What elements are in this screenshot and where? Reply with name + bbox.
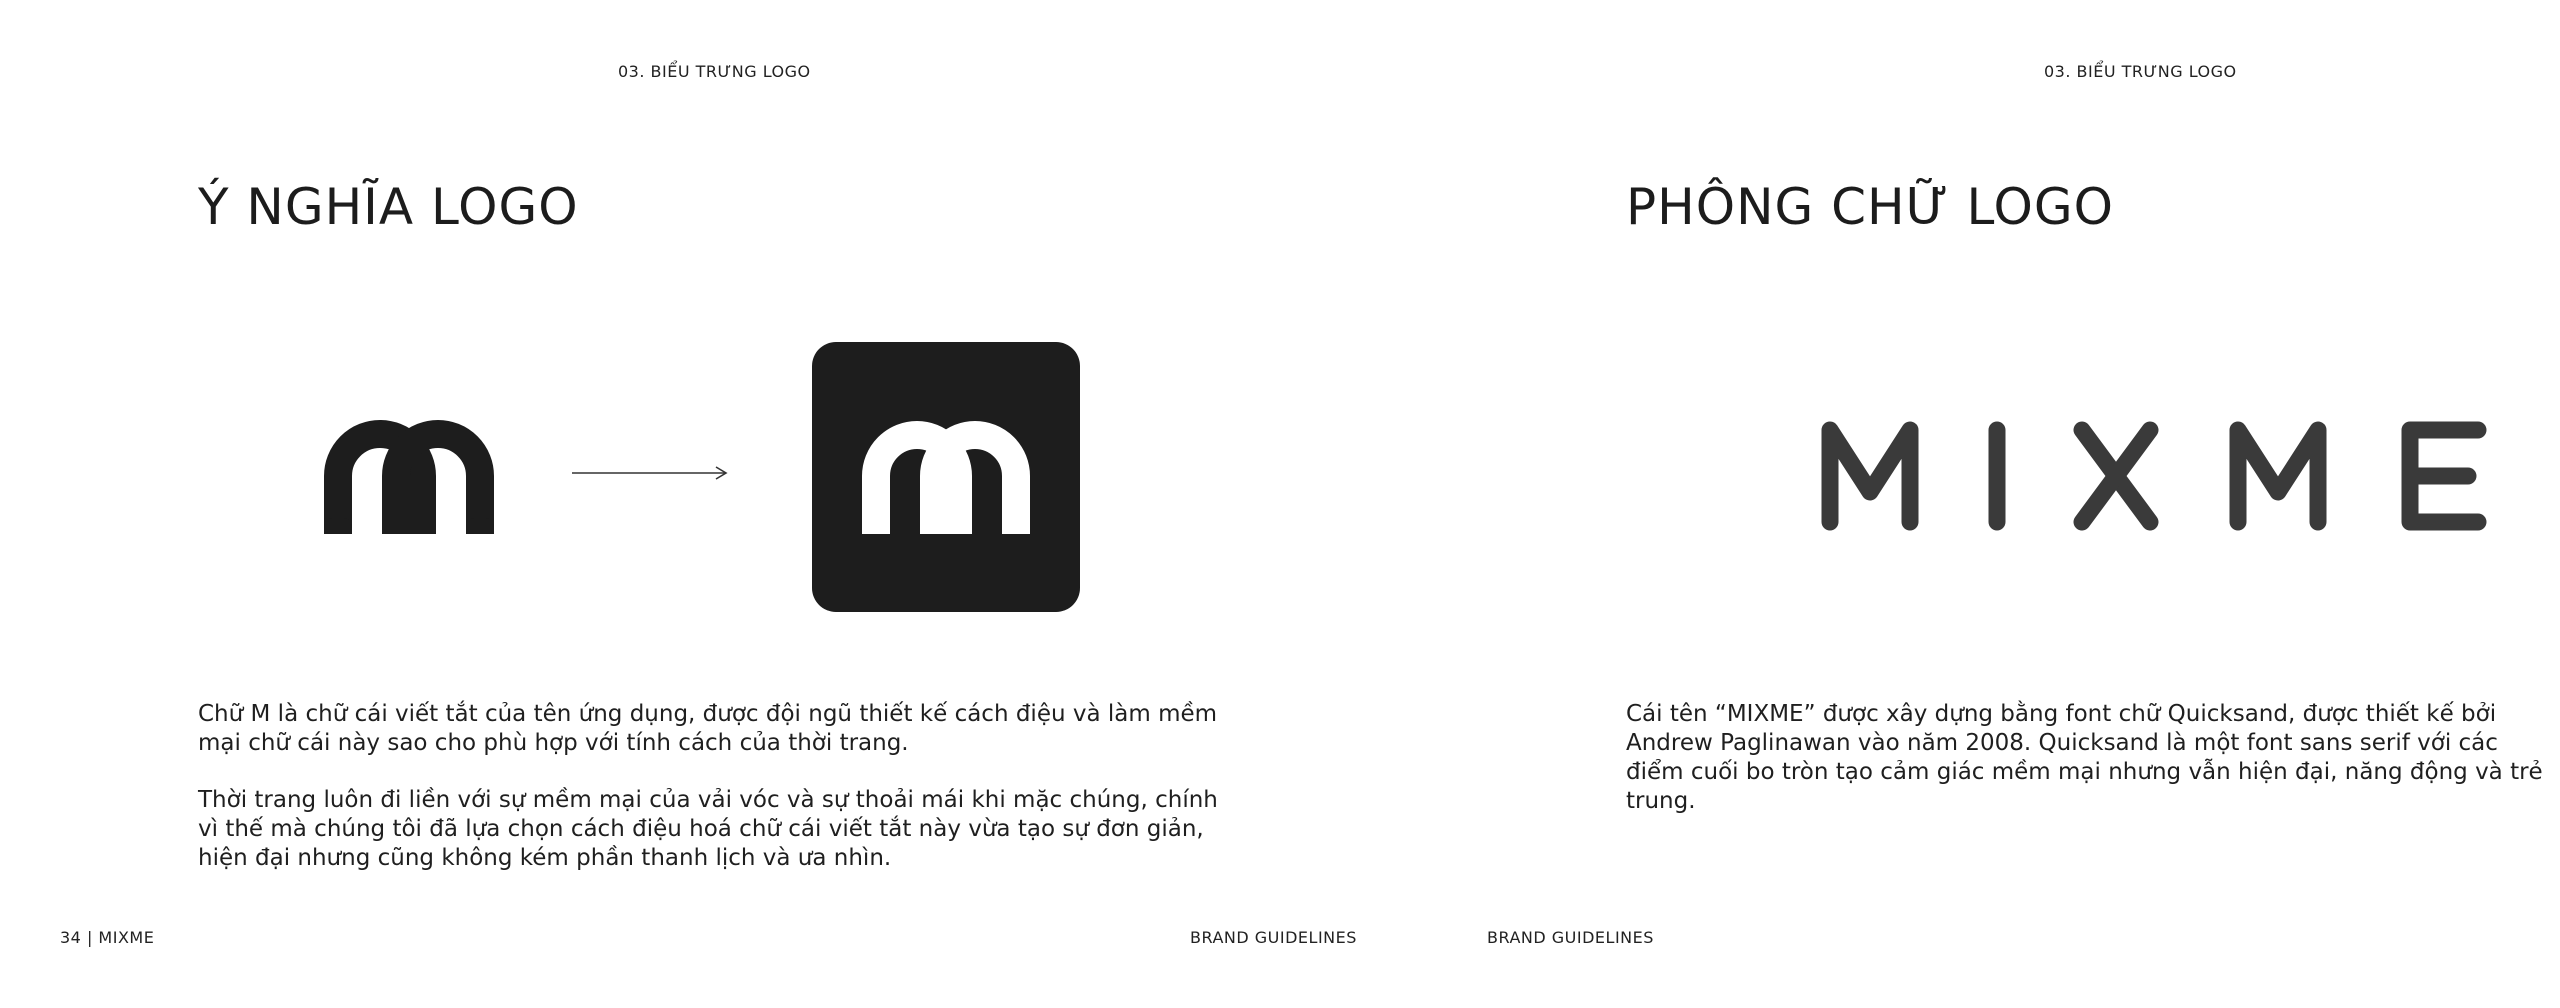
m-logo-icon [320,418,500,536]
page-number: 34 | MIXME [60,928,155,947]
mixme-wordmark [1820,420,2490,532]
footer-brand-guidelines: BRAND GUIDELINES [1190,928,1357,947]
page-title: Ý NGHĨA LOGO [198,178,579,236]
section-label: 03. BIỂU TRƯNG LOGO [2044,62,2237,81]
section-label: 03. BIỂU TRƯNG LOGO [618,62,811,81]
arrow-right-icon [572,465,730,481]
wordmark-letter-m [2238,430,2318,522]
wordmark-letter-m [1830,430,1910,522]
logo-meaning-paragraph-2: Thời trang luôn đi liền với sự mềm mại của vải vóc và sự thoải mái khi mặc chúng, chính vì thế mà chúng tôi đã lựa chọn cách điệu hoá chữ cái viết tắt này vừa tạo sự đơn giản, hiện đại nhưng cũng không kém phần thanh lịch và ưa nhìn. [198,787,1218,871]
wordmark-letter-e [2410,430,2478,522]
m-logo-icon-white [858,418,1034,536]
footer-brand-guidelines: BRAND GUIDELINES [1487,928,1654,947]
right-page [1430,0,2560,1008]
font-description-paragraph: Cái tên “MIXME” được xây dựng bằng font chữ Quicksand, được thiết kế bởi Andrew Paglinawan vào năm 2008. Quicksand là một font sans serif với các điểm cuối bo tròn tạo cảm giác mềm mại nhưng vẫn hiện đại, năng động và trẻ trung. [1626,701,2543,814]
logo-meaning-paragraph-1: Chữ M là chữ cái viết tắt của tên ứng dụng, được đội ngũ thiết kế cách điệu và làm mềm mại chữ cái này sao cho phù hợp với tính cách của thời trang. [198,701,1218,756]
wordmark-letter-x [2082,430,2150,522]
app-icon-tile [812,342,1080,612]
page-title: PHÔNG CHỮ LOGO [1626,178,2114,236]
